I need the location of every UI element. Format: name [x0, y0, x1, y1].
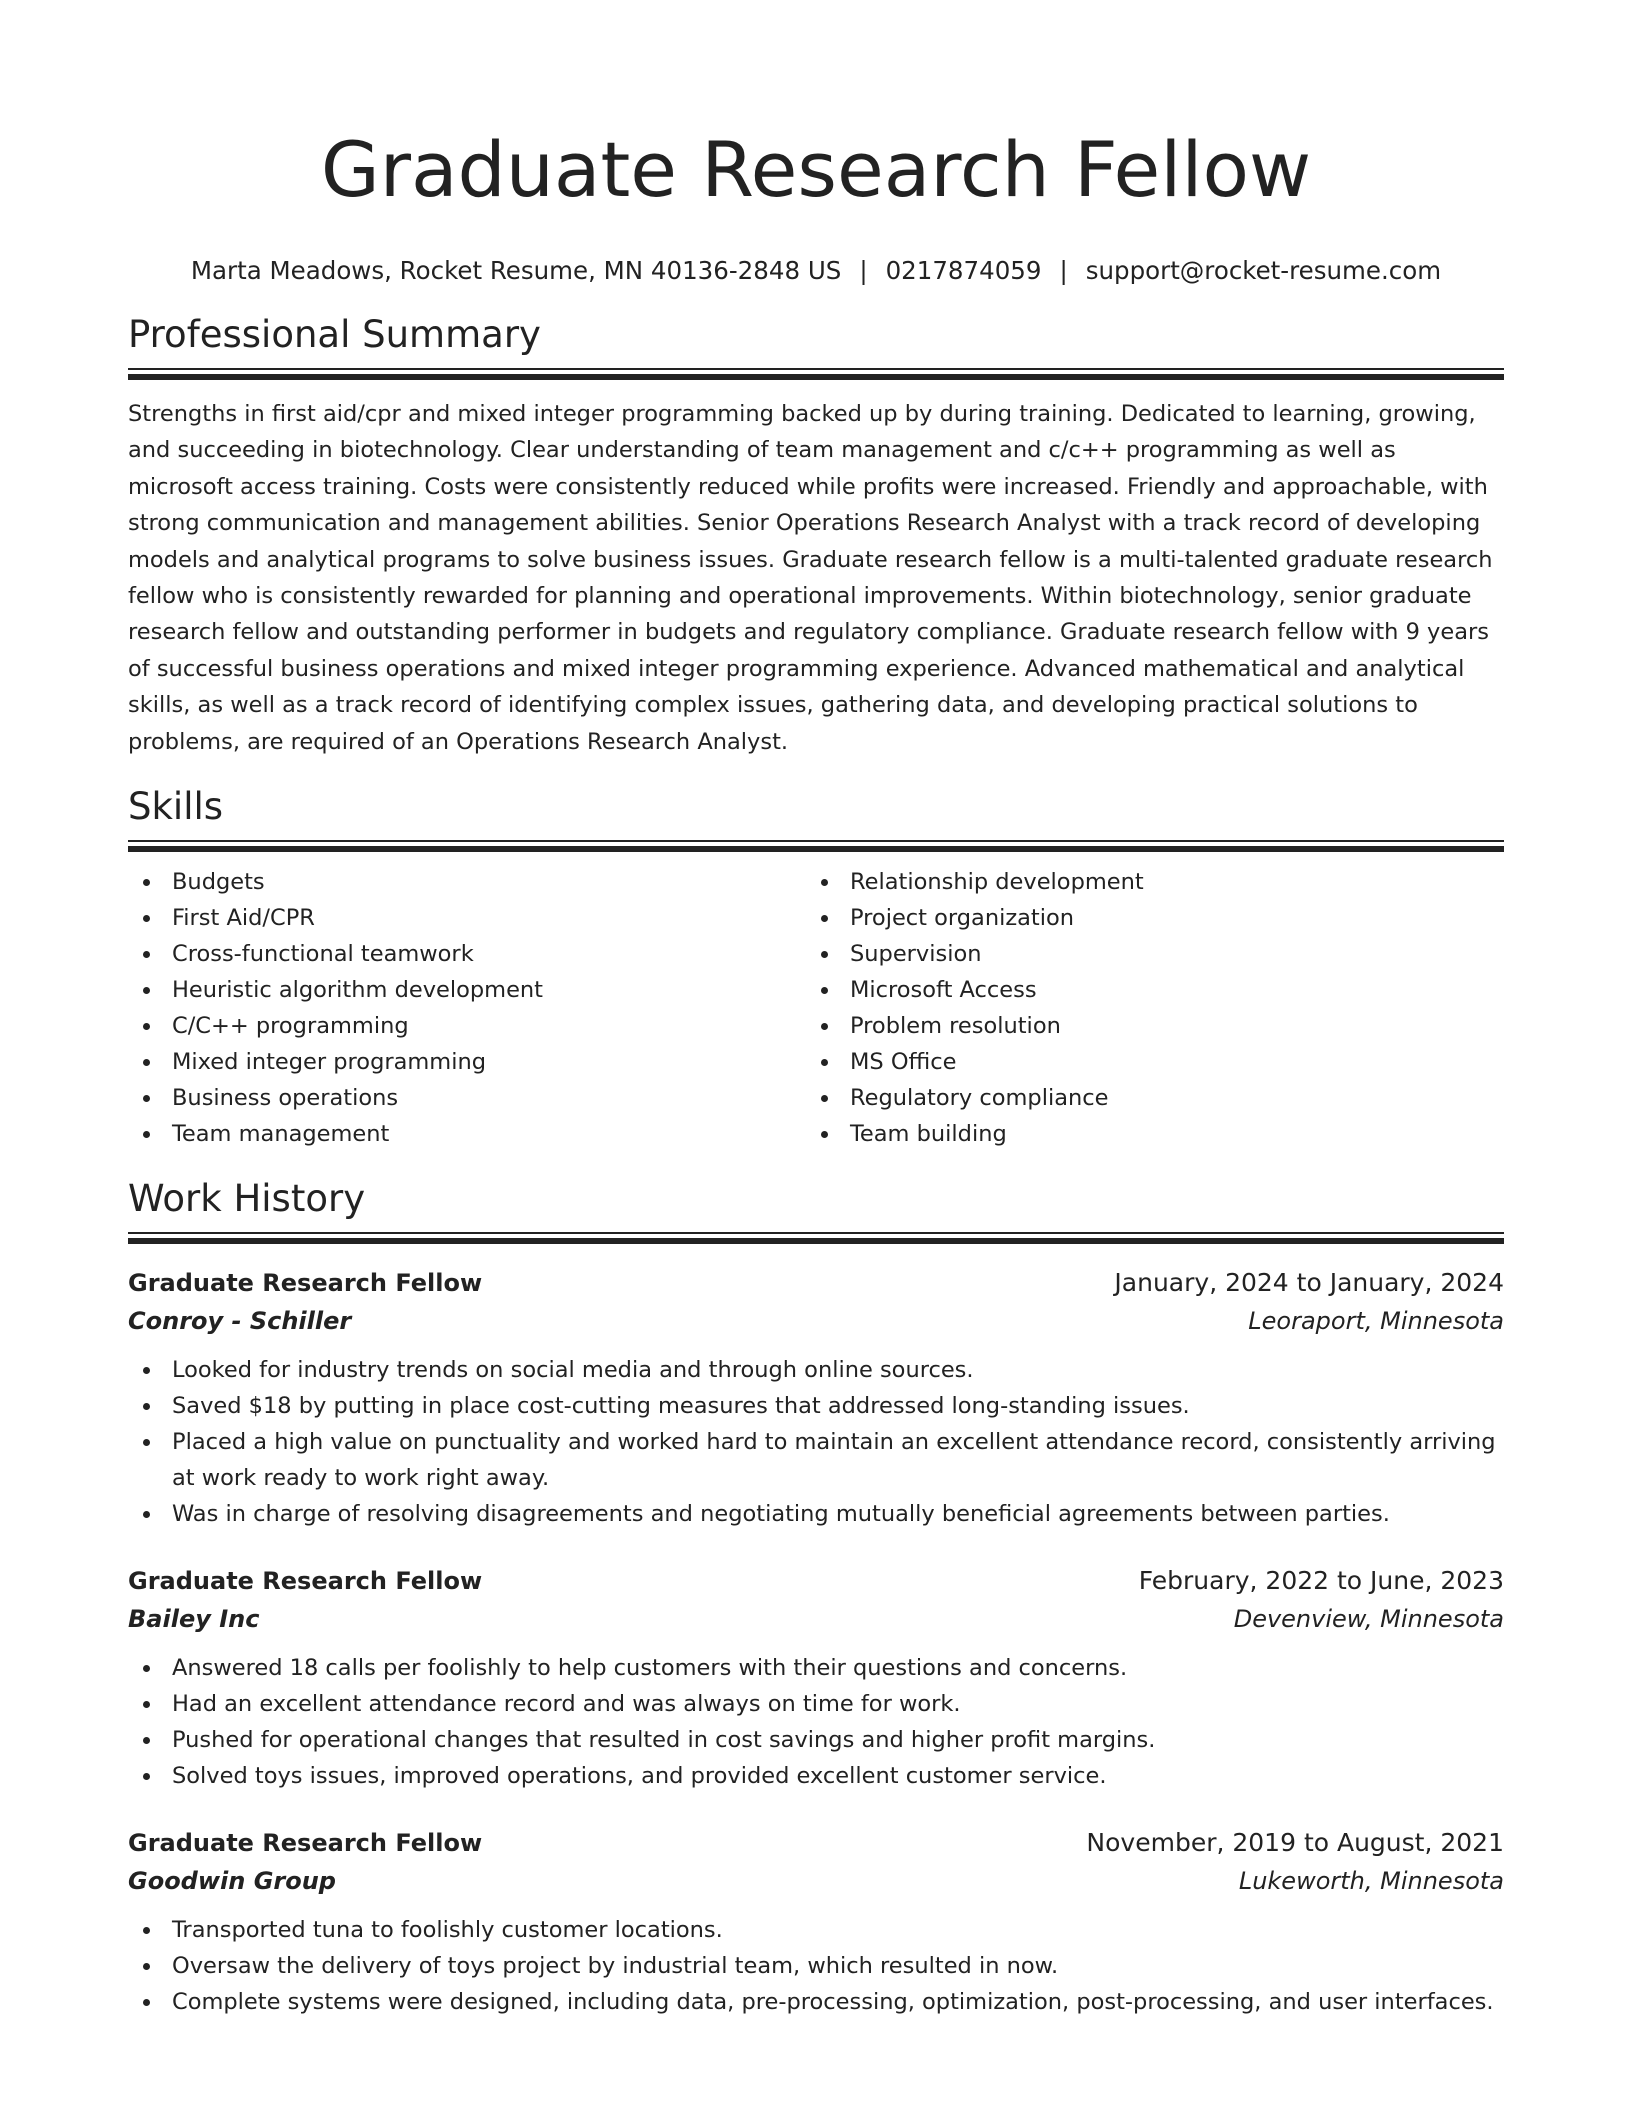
job-entry	[128, 1562, 1504, 1794]
skills-list-right	[806, 864, 1484, 1152]
skills-list-left	[128, 864, 806, 1152]
job-dates: February, 2022 to June, 2023	[1138, 1566, 1504, 1596]
resume-title: Graduate Research Fellow	[320, 125, 1312, 214]
job-subheader-row	[128, 1862, 1504, 1900]
job-bullets	[128, 1352, 1504, 1532]
job-company: Conroy - Schiller	[128, 1307, 352, 1336]
contact-line	[128, 254, 1504, 288]
job-title: Graduate Research Fellow	[128, 1269, 483, 1298]
skills-columns	[128, 864, 1504, 1152]
skill-item: Heuristic algorithm development	[128, 972, 806, 1008]
professional-summary-section	[128, 310, 1504, 760]
work-history-section	[128, 1174, 1504, 2020]
skill-item: MS Office	[806, 1044, 1484, 1080]
job-bullet: Pushed for operational changes that resulted in cost savings and higher profit margins.	[128, 1722, 1504, 1758]
section-divider	[128, 368, 1504, 380]
skill-item: Project organization	[806, 900, 1484, 936]
section-heading-summary: Professional Summary	[128, 313, 541, 356]
job-company: Bailey Inc	[128, 1605, 260, 1634]
job-header-row	[128, 1824, 1504, 1862]
job-bullet: Oversaw the delivery of toys project by industrial team, which resulted in now.	[128, 1948, 1504, 1984]
summary-text: Strengths in first aid/cpr and mixed integer programming backed up by during training. Dedicated to learning, growing, and succeeding in biotechnology. Clear understanding of team management and c/c++ programming as well as microsoft access training. Costs were consistently reduced while profits were increased. Friendly and approachable, with strong communication and management abilities. Senior Operations Research Analyst with a track record of developing models and analytical programs to solve business issues. Graduate research fellow is a multi-talented graduate research fellow who is consistently rewarded for planning and operational improvements. Within biotechnology, senior graduate research fellow and outstanding performer in budgets and regulatory compliance. Graduate research fellow with 9 years of successful business operations and mixed integer programming experience. Advanced mathematical and analytical skills, as well as a track record of identifying complex issues, gathering data, and developing practical solutions to problems, are required of an Operations Research Analyst.	[128, 401, 1493, 755]
job-bullet: Saved $18 by putting in place cost-cutting measures that addressed long-standing issues.	[128, 1388, 1504, 1424]
skill-item: Business operations	[128, 1080, 806, 1116]
job-title: Graduate Research Fellow	[128, 1829, 483, 1858]
job-entry	[128, 1264, 1504, 1532]
skill-item: Mixed integer programming	[128, 1044, 806, 1080]
job-bullets	[128, 1650, 1504, 1794]
job-header-row	[128, 1264, 1504, 1302]
job-bullet: Looked for industry trends on social media and through online sources.	[128, 1352, 1504, 1388]
job-dates: January, 2024 to January, 2024	[1114, 1268, 1504, 1298]
skill-item: Regulatory compliance	[806, 1080, 1484, 1116]
job-location: Leoraport, Minnesota	[1248, 1307, 1504, 1336]
section-divider	[128, 840, 1504, 852]
job-bullets	[128, 1912, 1504, 2020]
skill-item: First Aid/CPR	[128, 900, 806, 936]
skill-item: Cross-functional teamwork	[128, 936, 806, 972]
job-title: Graduate Research Fellow	[128, 1567, 483, 1596]
job-bullet: Answered 18 calls per foolishly to help customers with their questions and concerns.	[128, 1650, 1504, 1686]
job-location: Lukeworth, Minnesota	[1238, 1867, 1504, 1896]
contact-separator: |	[859, 256, 868, 285]
section-heading-skills: Skills	[128, 785, 224, 829]
skill-item: Relationship development	[806, 864, 1484, 900]
job-bullet: Had an excellent attendance record and was always on time for work.	[128, 1686, 1504, 1722]
contact-phone: 0217874059	[885, 256, 1042, 285]
skill-item: Problem resolution	[806, 1008, 1484, 1044]
job-subheader-row	[128, 1302, 1504, 1340]
skills-section	[128, 782, 1504, 1152]
skill-item: Supervision	[806, 936, 1484, 972]
contact-email: support@rocket-resume.com	[1085, 256, 1442, 285]
job-location: Devenview, Minnesota	[1233, 1605, 1504, 1634]
skill-item: Team management	[128, 1116, 806, 1152]
job-subheader-row	[128, 1600, 1504, 1638]
contact-address: Marta Meadows, Rocket Resume, MN 40136-2848 US	[190, 256, 842, 285]
skill-item: Team building	[806, 1116, 1484, 1152]
job-dates: November, 2019 to August, 2021	[1086, 1828, 1504, 1858]
job-bullet: Transported tuna to foolishly customer locations.	[128, 1912, 1504, 1948]
contact-separator: |	[1059, 256, 1068, 285]
resume-page	[128, 0, 1504, 2020]
job-entry	[128, 1824, 1504, 2020]
job-bullet: Placed a high value on punctuality and worked hard to maintain an excellent attendance record, consistently arriving at work ready to work right away.	[128, 1424, 1504, 1496]
section-heading-work-history: Work History	[128, 1177, 366, 1221]
job-bullet: Solved toys issues, improved operations, and provided excellent customer service.	[128, 1758, 1504, 1794]
job-company: Goodwin Group	[128, 1867, 336, 1896]
skill-item: Budgets	[128, 864, 806, 900]
skill-item: Microsoft Access	[806, 972, 1484, 1008]
skill-item: C/C++ programming	[128, 1008, 806, 1044]
job-bullet: Was in charge of resolving disagreements and negotiating mutually beneficial agreements between parties.	[128, 1496, 1504, 1532]
job-bullet: Complete systems were designed, including data, pre-processing, optimization, post-processing, and user interfaces.	[128, 1984, 1504, 2020]
section-divider	[128, 1232, 1504, 1244]
job-header-row	[128, 1562, 1504, 1600]
